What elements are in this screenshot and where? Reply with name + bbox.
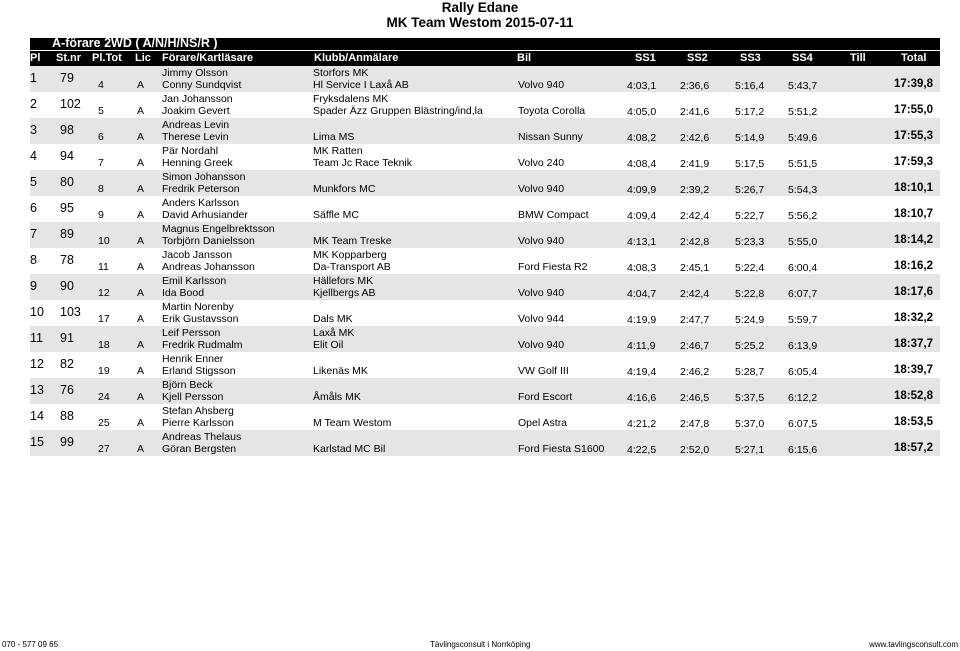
cell-pl: 1 bbox=[30, 71, 37, 85]
table-row bbox=[30, 170, 940, 196]
cell-driver: Jimmy Olsson bbox=[162, 67, 228, 79]
col-ss4: SS4 bbox=[792, 52, 813, 64]
cell-total: 18:37,7 bbox=[894, 338, 934, 350]
cell-lic: A bbox=[137, 79, 145, 91]
table-row bbox=[30, 66, 940, 92]
table-row bbox=[30, 378, 940, 404]
cell-ss3: 5:37,5 bbox=[735, 392, 765, 404]
cell-codriver: Ida Bood bbox=[162, 287, 205, 299]
cell-entrant: Munkfors MC bbox=[313, 183, 376, 195]
cell-club: Laxå MK bbox=[313, 327, 355, 339]
cell-pltot: 25 bbox=[98, 417, 110, 429]
cell-lic: A bbox=[137, 417, 145, 429]
cell-total: 18:10,1 bbox=[894, 182, 934, 194]
cell-codriver: Andreas Johansson bbox=[162, 261, 255, 273]
cell-ss3: 5:16,4 bbox=[735, 80, 765, 92]
cell-ss3: 5:25,2 bbox=[735, 340, 765, 352]
cell-entrant: Dals MK bbox=[313, 313, 353, 325]
cell-pl: 13 bbox=[30, 383, 44, 397]
cell-total: 18:14,2 bbox=[894, 234, 934, 246]
cell-club: Fryksdalens MK bbox=[313, 93, 389, 105]
cell-driver: Anders Karlsson bbox=[162, 197, 240, 209]
cell-codriver: Erland Stigsson bbox=[162, 365, 236, 377]
cell-pltot: 5 bbox=[98, 105, 104, 117]
cell-ss1: 4:04,7 bbox=[627, 288, 657, 300]
cell-stnr: 94 bbox=[60, 149, 74, 163]
cell-club: MK Ratten bbox=[313, 145, 363, 157]
cell-lic: A bbox=[137, 287, 145, 299]
cell-pltot: 4 bbox=[98, 79, 104, 91]
cell-pltot: 6 bbox=[98, 131, 104, 143]
table-row bbox=[30, 352, 940, 378]
cell-ss3: 5:22,7 bbox=[735, 210, 765, 222]
cell-total: 18:16,2 bbox=[894, 260, 934, 272]
cell-ss4: 5:43,7 bbox=[788, 80, 818, 92]
col-pl: Pl bbox=[30, 52, 41, 64]
cell-entrant: MK Team Treske bbox=[313, 235, 392, 247]
col-till: Till bbox=[850, 52, 866, 64]
cell-ss3: 5:22,4 bbox=[735, 262, 765, 274]
cell-driver: Jan Johansson bbox=[162, 93, 233, 105]
cell-codriver: Fredrik Peterson bbox=[162, 183, 240, 195]
cell-ss4: 6:05,4 bbox=[788, 366, 818, 378]
cell-pl: 5 bbox=[30, 175, 37, 189]
cell-codriver: Joakim Gevert bbox=[162, 105, 230, 117]
cell-ss4: 6:15,6 bbox=[788, 444, 818, 456]
cell-car: Volvo 940 bbox=[518, 339, 565, 351]
cell-codriver: Erik Gustavsson bbox=[162, 313, 239, 325]
cell-pl: 11 bbox=[30, 331, 43, 345]
cell-entrant: Elit Oil bbox=[313, 339, 344, 351]
cell-car: Ford Escort bbox=[518, 391, 573, 403]
cell-pl: 7 bbox=[30, 227, 37, 241]
cell-ss1: 4:05,0 bbox=[627, 106, 657, 118]
cell-ss2: 2:41,6 bbox=[680, 106, 710, 118]
cell-driver: Henrik Enner bbox=[162, 353, 224, 365]
cell-ss2: 2:47,8 bbox=[680, 418, 710, 430]
col-lic: Lic bbox=[135, 52, 151, 64]
cell-stnr: 89 bbox=[60, 227, 74, 241]
table-row bbox=[30, 196, 940, 222]
cell-ss1: 4:09,9 bbox=[627, 184, 657, 196]
cell-driver: Leif Persson bbox=[162, 327, 221, 339]
cell-pltot: 24 bbox=[98, 391, 110, 403]
cell-ss4: 6:07,5 bbox=[788, 418, 818, 430]
cell-car: Ford Fiesta R2 bbox=[518, 261, 588, 273]
cell-pltot: 27 bbox=[98, 443, 110, 455]
cell-driver: Martin Norenby bbox=[162, 301, 234, 313]
cell-ss3: 5:17,2 bbox=[735, 106, 765, 118]
page-subtitle: MK Team Westom 2015-07-11 bbox=[386, 15, 574, 30]
table-header bbox=[30, 51, 940, 66]
cell-ss1: 4:08,3 bbox=[627, 262, 657, 274]
cell-ss1: 4:19,4 bbox=[627, 366, 657, 378]
cell-stnr: 99 bbox=[60, 435, 74, 449]
cell-lic: A bbox=[137, 313, 145, 325]
cell-pltot: 9 bbox=[98, 209, 104, 221]
cell-pltot: 11 bbox=[98, 261, 109, 273]
cell-ss1: 4:22,5 bbox=[627, 444, 657, 456]
cell-ss4: 6:07,7 bbox=[788, 288, 818, 300]
cell-ss3: 5:23,3 bbox=[735, 236, 765, 248]
cell-ss1: 4:19,9 bbox=[627, 314, 657, 326]
cell-car: Toyota Corolla bbox=[518, 105, 586, 117]
cell-ss2: 2:36,6 bbox=[680, 80, 710, 92]
cell-codriver: Göran Bergsten bbox=[162, 443, 237, 455]
cell-driver: Magnus Engelbrektsson bbox=[162, 223, 275, 235]
cell-ss2: 2:46,7 bbox=[680, 340, 710, 352]
cell-lic: A bbox=[137, 131, 145, 143]
cell-car: BMW Compact bbox=[518, 209, 589, 221]
cell-entrant: Kjellbergs AB bbox=[313, 287, 376, 299]
cell-driver: Jacob Jansson bbox=[162, 249, 233, 261]
cell-ss2: 2:47,7 bbox=[680, 314, 710, 326]
cell-car: Nissan Sunny bbox=[518, 131, 583, 143]
table-row bbox=[30, 118, 940, 144]
cell-entrant: M Team Westom bbox=[313, 417, 392, 429]
cell-car: Volvo 940 bbox=[518, 235, 565, 247]
cell-entrant: Lima MS bbox=[313, 131, 355, 143]
cell-ss3: 5:28,7 bbox=[735, 366, 765, 378]
cell-ss3: 5:27,1 bbox=[735, 444, 765, 456]
footer-website: www.tavlingsconsult.com bbox=[869, 640, 958, 649]
cell-lic: A bbox=[137, 157, 145, 169]
cell-driver: Andreas Thelaus bbox=[162, 431, 242, 443]
cell-pl: 15 bbox=[30, 435, 44, 449]
cell-driver: Andreas Levin bbox=[162, 119, 230, 131]
cell-stnr: 88 bbox=[60, 409, 74, 423]
cell-codriver: Henning Greek bbox=[162, 157, 233, 169]
cell-lic: A bbox=[137, 235, 145, 247]
cell-driver: Björn Beck bbox=[162, 379, 213, 391]
col-ss3: SS3 bbox=[740, 52, 761, 64]
cell-ss1: 4:13,1 bbox=[627, 236, 657, 248]
cell-entrant: Da-Transport AB bbox=[313, 261, 391, 273]
cell-stnr: 80 bbox=[60, 175, 74, 189]
cell-ss3: 5:14,9 bbox=[735, 132, 765, 144]
table-row bbox=[30, 144, 940, 170]
cell-lic: A bbox=[137, 209, 145, 221]
cell-ss4: 6:00,4 bbox=[788, 262, 818, 274]
cell-total: 18:52,8 bbox=[894, 390, 934, 402]
cell-lic: A bbox=[137, 261, 145, 273]
cell-club: Hällefors MK bbox=[313, 275, 374, 287]
cell-car: Ford Fiesta S1600 bbox=[518, 443, 605, 455]
cell-lic: A bbox=[137, 443, 145, 455]
col-total: Total bbox=[901, 52, 927, 64]
cell-stnr: 76 bbox=[60, 383, 74, 397]
cell-ss2: 2:42,6 bbox=[680, 132, 710, 144]
class-name: A-förare 2WD ( A/N/H/NS/R ) bbox=[52, 36, 218, 50]
cell-ss1: 4:21,2 bbox=[627, 418, 657, 430]
cell-lic: A bbox=[137, 183, 145, 195]
cell-pl: 8 bbox=[30, 253, 37, 267]
cell-pl: 4 bbox=[30, 149, 37, 163]
cell-codriver: Fredrik Rudmalm bbox=[162, 339, 243, 351]
table-row bbox=[30, 92, 940, 118]
table-row bbox=[30, 326, 940, 352]
col-stnr: St.nr bbox=[56, 52, 82, 64]
table-row bbox=[30, 222, 940, 248]
cell-ss1: 4:16,6 bbox=[627, 392, 657, 404]
cell-car: Volvo 940 bbox=[518, 79, 565, 91]
cell-ss1: 4:08,2 bbox=[627, 132, 657, 144]
cell-total: 18:10,7 bbox=[894, 208, 934, 220]
cell-ss4: 5:51,2 bbox=[788, 106, 818, 118]
cell-total: 17:55,0 bbox=[894, 104, 934, 116]
cell-ss2: 2:42,8 bbox=[680, 236, 710, 248]
cell-pltot: 17 bbox=[98, 313, 110, 325]
cell-pltot: 8 bbox=[98, 183, 104, 195]
cell-ss2: 2:39,2 bbox=[680, 184, 710, 196]
cell-ss2: 2:52,0 bbox=[680, 444, 710, 456]
cell-ss2: 2:42,4 bbox=[680, 210, 710, 222]
cell-lic: A bbox=[137, 105, 145, 117]
table-row bbox=[30, 404, 940, 430]
cell-car: VW Golf III bbox=[518, 365, 569, 377]
cell-stnr: 103 bbox=[60, 305, 81, 319]
cell-entrant: Spader Äzz Gruppen Blästring/ind,la bbox=[313, 105, 483, 117]
footer-company: Tävlingsconsult i Norrköping bbox=[430, 640, 531, 649]
cell-total: 18:53,5 bbox=[894, 416, 934, 428]
cell-ss4: 5:49,6 bbox=[788, 132, 818, 144]
cell-club: MK Kopparberg bbox=[313, 249, 387, 261]
cell-total: 18:32,2 bbox=[894, 312, 934, 324]
cell-lic: A bbox=[137, 391, 145, 403]
cell-ss1: 4:08,4 bbox=[627, 158, 657, 170]
cell-pltot: 12 bbox=[98, 287, 110, 299]
cell-total: 18:39,7 bbox=[894, 364, 934, 376]
cell-ss3: 5:17,5 bbox=[735, 158, 765, 170]
cell-codriver: Pierre Karlsson bbox=[162, 417, 234, 429]
cell-total: 18:57,2 bbox=[894, 442, 934, 454]
cell-ss1: 4:11,9 bbox=[627, 340, 656, 352]
cell-total: 17:59,3 bbox=[894, 156, 934, 168]
cell-ss3: 5:37,0 bbox=[735, 418, 765, 430]
cell-codriver: David Arhusiander bbox=[162, 209, 248, 221]
cell-codriver: Conny Sundqvist bbox=[162, 79, 242, 91]
cell-ss1: 4:03,1 bbox=[627, 80, 657, 92]
cell-stnr: 78 bbox=[60, 253, 74, 267]
cell-ss4: 5:51,5 bbox=[788, 158, 818, 170]
table-row bbox=[30, 274, 940, 300]
cell-ss3: 5:22,8 bbox=[735, 288, 765, 300]
cell-pltot: 18 bbox=[98, 339, 110, 351]
cell-lic: A bbox=[137, 365, 145, 377]
cell-driver: Emil Karlsson bbox=[162, 275, 227, 287]
cell-ss1: 4:09,4 bbox=[627, 210, 657, 222]
cell-lic: A bbox=[137, 339, 145, 351]
cell-ss2: 2:46,2 bbox=[680, 366, 710, 378]
cell-ss2: 2:46,5 bbox=[680, 392, 710, 404]
cell-car: Opel Astra bbox=[518, 417, 568, 429]
cell-stnr: 91 bbox=[60, 331, 74, 345]
cell-pltot: 19 bbox=[98, 365, 110, 377]
cell-ss4: 5:59,7 bbox=[788, 314, 818, 326]
cell-pl: 10 bbox=[30, 305, 44, 319]
cell-ss2: 2:41,9 bbox=[680, 158, 710, 170]
cell-pltot: 10 bbox=[98, 235, 110, 247]
cell-driver: Simon Johansson bbox=[162, 171, 246, 183]
cell-ss4: 5:56,2 bbox=[788, 210, 818, 222]
cell-stnr: 95 bbox=[60, 201, 74, 215]
page-title: Rally Edane bbox=[441, 0, 519, 15]
cell-club: Storfors MK bbox=[313, 67, 369, 79]
cell-entrant: Karlstad MC Bil bbox=[313, 443, 386, 455]
cell-driver: Stefan Ahsberg bbox=[162, 405, 234, 417]
cell-ss3: 5:24,9 bbox=[735, 314, 765, 326]
cell-total: 17:39,8 bbox=[894, 78, 934, 90]
cell-ss4: 5:55,0 bbox=[788, 236, 818, 248]
cell-ss4: 6:13,9 bbox=[788, 340, 818, 352]
cell-pl: 6 bbox=[30, 201, 37, 215]
cell-stnr: 98 bbox=[60, 123, 74, 137]
cell-pl: 14 bbox=[30, 409, 44, 423]
cell-entrant: Åmåls MK bbox=[313, 391, 361, 403]
cell-pltot: 7 bbox=[98, 157, 104, 169]
cell-pl: 2 bbox=[30, 97, 37, 111]
cell-car: Volvo 240 bbox=[518, 157, 565, 169]
col-ss2: SS2 bbox=[687, 52, 708, 64]
cell-codriver: Kjell Persson bbox=[162, 391, 224, 403]
cell-ss2: 2:45,1 bbox=[680, 262, 710, 274]
cell-pl: 9 bbox=[30, 279, 37, 293]
table-row bbox=[30, 430, 940, 456]
cell-total: 17:55,3 bbox=[894, 130, 934, 142]
cell-driver: Pär Nordahl bbox=[162, 145, 219, 157]
cell-stnr: 82 bbox=[60, 357, 74, 371]
cell-stnr: 79 bbox=[60, 71, 74, 85]
col-club: Klubb/Anmälare bbox=[314, 52, 399, 64]
cell-entrant: Hl Service I Laxå AB bbox=[313, 79, 409, 91]
col-pltot: Pl.Tot bbox=[92, 52, 122, 64]
cell-entrant: Team Jc Race Teknik bbox=[313, 157, 413, 169]
cell-stnr: 102 bbox=[60, 97, 81, 111]
cell-car: Volvo 944 bbox=[518, 313, 565, 325]
cell-car: Volvo 940 bbox=[518, 183, 565, 195]
cell-ss4: 5:54,3 bbox=[788, 184, 818, 196]
cell-ss3: 5:26,7 bbox=[735, 184, 765, 196]
cell-codriver: Torbjörn Danielsson bbox=[162, 235, 255, 247]
cell-codriver: Therese Levin bbox=[162, 131, 229, 143]
col-driver: Förare/Kartläsare bbox=[162, 52, 254, 64]
cell-stnr: 90 bbox=[60, 279, 74, 293]
cell-entrant: Säffle MC bbox=[313, 209, 359, 221]
col-car: Bil bbox=[517, 52, 532, 64]
table-row bbox=[30, 300, 940, 326]
cell-total: 18:17,6 bbox=[894, 286, 934, 298]
cell-pl: 3 bbox=[30, 123, 37, 137]
cell-ss4: 6:12,2 bbox=[788, 392, 818, 404]
col-ss1: SS1 bbox=[635, 52, 656, 64]
footer-phone: 070 - 577 09 65 bbox=[2, 640, 59, 649]
cell-entrant: Likenäs MK bbox=[313, 365, 368, 377]
cell-pl: 12 bbox=[30, 357, 44, 371]
table-row bbox=[30, 248, 940, 274]
cell-ss2: 2:42,4 bbox=[680, 288, 710, 300]
cell-car: Volvo 940 bbox=[518, 287, 565, 299]
